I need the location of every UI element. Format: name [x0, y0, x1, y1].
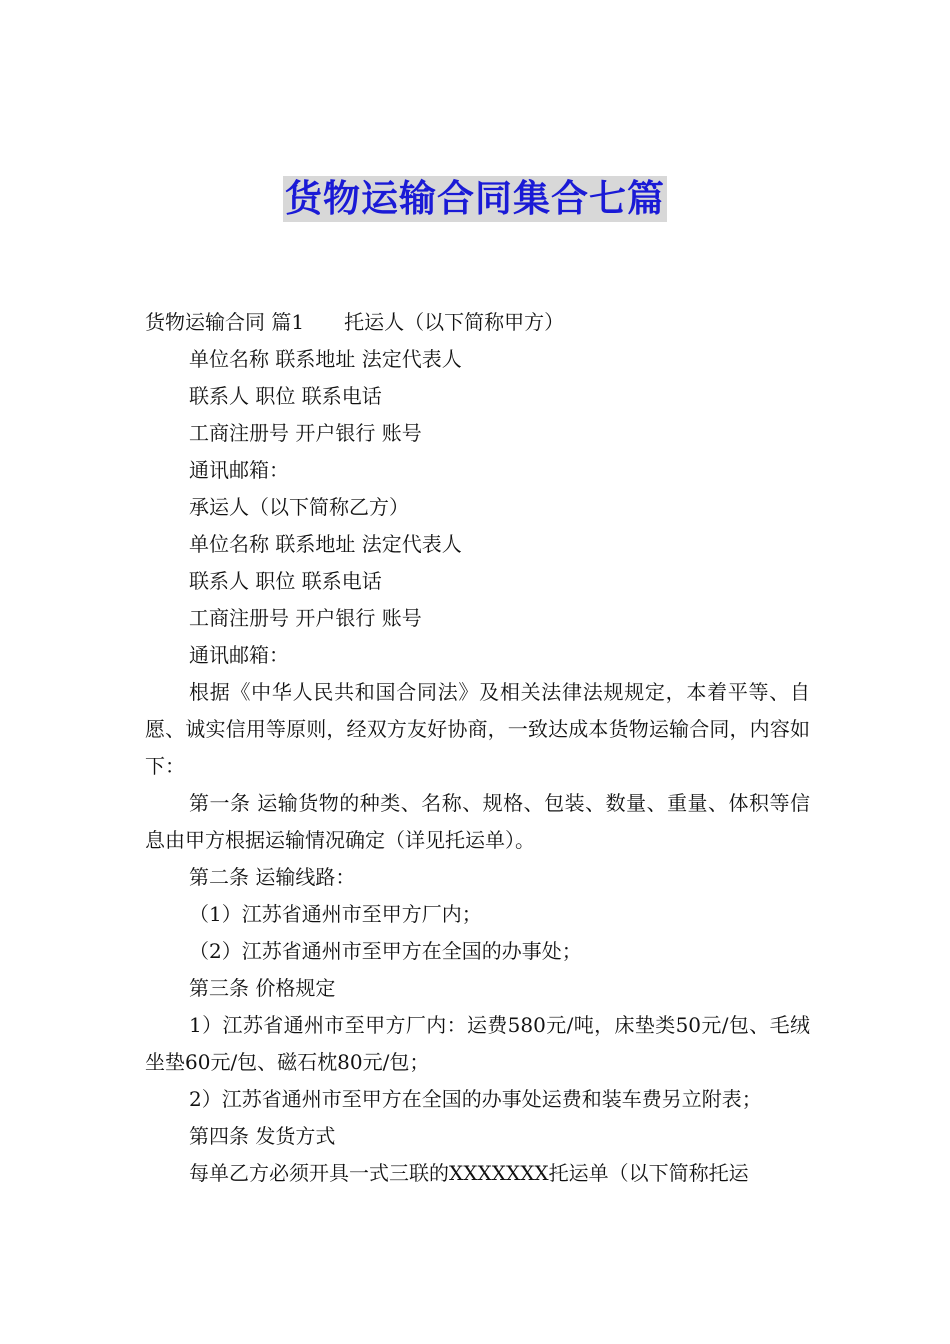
consignor-contact-line: 联系人 职位 联系电话 [189, 384, 382, 408]
document-title: 货物运输合同集合七篇 [285, 177, 665, 220]
article-2-title: 第二条 运输线路： [189, 865, 356, 889]
carrier-email-line: 通讯邮箱： [189, 643, 289, 667]
carrier-heading: 承运人（以下简称乙方） [189, 495, 409, 519]
price-1-paragraph: 1）江苏省通州市至甲方厂内：运费580元/吨，床垫类50元/包、毛绒坐垫60元/包、磁石枕80元/包； [145, 1013, 810, 1074]
carrier-unit-line: 单位名称 联系地址 法定代表人 [189, 532, 462, 556]
article-3-title: 第三条 价格规定 [189, 976, 336, 1000]
route-1: （1）江苏省通州市至甲方厂内； [189, 902, 482, 926]
contract-heading: 货物运输合同 篇1 [145, 310, 305, 334]
price-2-line: 2）江苏省通州市至甲方在全国的办事处运费和装车费另立附表； [189, 1087, 762, 1111]
article-1-paragraph: 第一条 运输货物的种类、名称、规格、包装、数量、重量、体积等信息由甲方根据运输情况确定（详见托运单）。 [145, 791, 810, 852]
consignor-heading: 托运人（以下简称甲方） [344, 310, 565, 334]
delivery-paragraph: 每单乙方必须开具一式三联的XXXXXXX托运单（以下简称托运 [189, 1161, 749, 1185]
document-body [145, 304, 810, 1192]
carrier-contact-line: 联系人 职位 联系电话 [189, 569, 382, 593]
route-2: （2）江苏省通州市至甲方在全国的办事处； [189, 939, 582, 963]
article-4-title: 第四条 发货方式 [189, 1124, 336, 1148]
section-heading [145, 304, 810, 341]
carrier-registration-line: 工商注册号 开户银行 账号 [189, 606, 422, 630]
consignor-unit-line: 单位名称 联系地址 法定代表人 [189, 347, 462, 371]
intro-paragraph: 根据《中华人民共和国合同法》及相关法律法规规定，本着平等、自愿、诚实信用等原则，经双方友好协商，一致达成本货物运输合同，内容如下： [145, 680, 810, 778]
title-container [0, 176, 950, 222]
consignor-registration-line: 工商注册号 开户银行 账号 [189, 421, 422, 445]
consignor-email-line: 通讯邮箱： [189, 458, 289, 482]
